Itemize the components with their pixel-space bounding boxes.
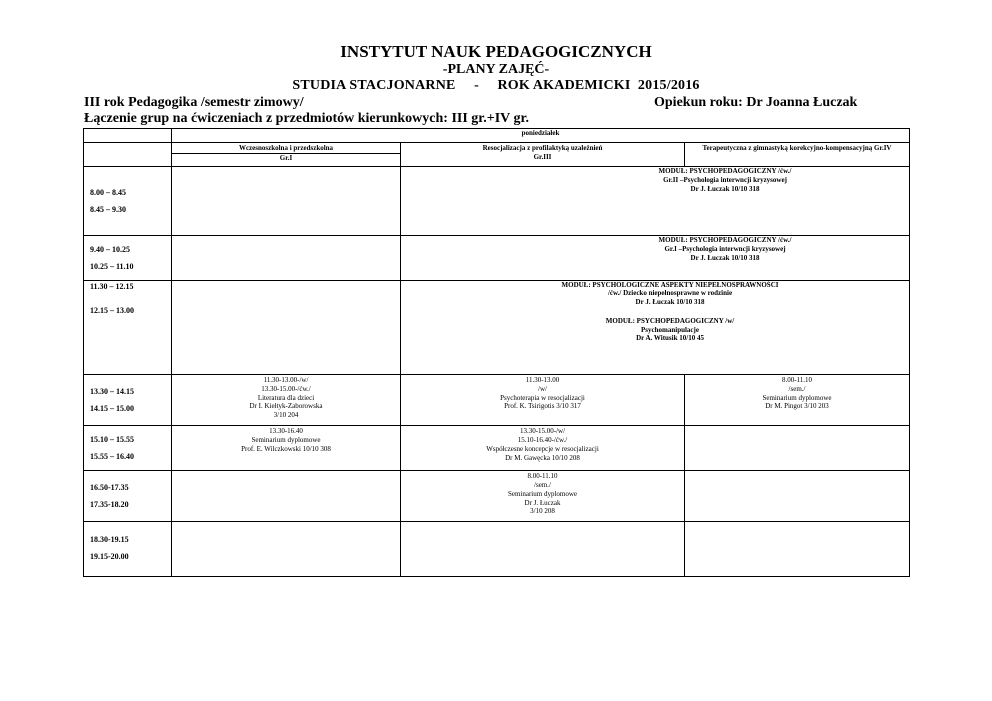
time-end: 17.35-18.20 — [90, 499, 129, 509]
cell-line: 13.30-15.00-/w/ — [519, 427, 566, 436]
cell-line: Prof. E. Wilczkowski 10/10 308 — [241, 444, 331, 453]
empty-cell — [685, 426, 910, 471]
subject-line: Gr.I –Psychologia interwncji kryzysowej — [664, 245, 786, 254]
cell-line: 8.00-11.10 — [781, 376, 813, 385]
cell-line: Dr M. Pingot 3/10 203 — [765, 402, 829, 411]
merged-class-1 — [401, 167, 910, 236]
class-cell-gr1 — [172, 426, 401, 471]
empty-cell — [685, 521, 910, 576]
subject-line: Gr.II –Psychologia interwncji kryzysowej — [663, 175, 787, 184]
cell-line: 8.00-11.10 — [527, 472, 558, 481]
empty-cell — [172, 471, 401, 521]
time-start: 15.10 – 15.55 — [90, 434, 134, 444]
cell-line: Dr J. Łuczak — [524, 498, 561, 507]
class-cell-gr1 — [172, 375, 401, 426]
empty-cell — [401, 521, 685, 576]
teacher-line: Dr J. Łuczak 10/10 318 — [690, 184, 760, 193]
time-end: 14.15 – 15.00 — [90, 403, 134, 413]
cell-line: 11.30-13.00 — [525, 376, 560, 385]
day-header: poniedziałek — [172, 129, 910, 143]
corner-cell — [84, 129, 172, 143]
group-header-3 — [401, 143, 685, 167]
time-slot-2 — [84, 236, 172, 280]
cell-line: /sem./ — [534, 481, 551, 490]
cell-line: /w/ — [538, 384, 547, 393]
time-end: 15.55 – 16.40 — [90, 451, 134, 461]
year-course: III rok Pedagogika /semestr zimowy/ — [84, 95, 304, 110]
time-start: 8.00 – 8.45 — [90, 187, 126, 197]
time-start: 11.30 – 12.15 — [90, 281, 134, 291]
teacher-line: Dr J. Łuczak 10/10 318 — [690, 253, 760, 262]
empty-cell — [685, 471, 910, 521]
time-end: 12.15 – 13.00 — [90, 305, 134, 315]
cell-line: Psychoterapia w resocjalizacji — [500, 393, 585, 402]
module-line: MODUŁ: PSYCHOLOGICZNE ASPEKTY NIEPEŁNOSPRAWNOŚCI — [561, 280, 779, 289]
empty-cell — [172, 280, 401, 374]
cell-line: Dr I. Kiełtyk-Zaborowska — [249, 402, 323, 411]
cell-line: 13.30-15.00-/ćw./ — [261, 384, 311, 393]
group-4-name: Terapeutyczna z gimnastyką korekcyjno-kompensacyjną Gr.IV — [702, 144, 892, 153]
year-tutor: Opiekun roku: Dr Joanna Łuczak — [654, 95, 858, 110]
corner-cell-2 — [84, 143, 172, 167]
time-slot-1 — [84, 167, 172, 236]
teacher-line: Dr J. Łuczak 10/10 318 — [635, 298, 705, 307]
class-cell-gr3 — [401, 471, 685, 521]
time-start: 9.40 – 10.25 — [90, 244, 130, 254]
cell-line: 11.30-13.00-/w/ — [263, 376, 309, 385]
time-slot-4 — [84, 375, 172, 426]
time-end: 10.25 – 11.10 — [90, 261, 134, 271]
module-line: MODUŁ: PSYCHOPEDAGOGICZNY /ćw./ — [658, 236, 792, 245]
subject-line-2: Psychomanipulacje — [641, 325, 699, 334]
cell-line: 3/10 204 — [273, 411, 299, 420]
cell-line: Prof. K. Tsirigotis 3/10 317 — [504, 402, 581, 411]
time-start: 18.30-19.15 — [90, 535, 129, 545]
time-slot-3 — [84, 280, 172, 374]
cell-line: 15.10-16.40-/ćw./ — [517, 436, 568, 445]
class-cell-gr3 — [401, 375, 685, 426]
group-header-4 — [685, 143, 910, 167]
cell-line: Seminarium dyplomowe — [251, 436, 321, 445]
cell-line: 13.30-16.40 — [269, 427, 303, 436]
class-cell-gr4 — [685, 375, 910, 426]
institute-title: INSTYTUT NAUK PEDAGOGICZNYCH — [340, 42, 652, 61]
time-slot-7 — [84, 521, 172, 576]
cell-line: /sem./ — [788, 384, 806, 393]
teacher-line-2: Dr A. Witusik 10/10 45 — [636, 334, 704, 343]
group-1-name: Wczesnoszkolna i przedszkolna — [238, 144, 334, 153]
time-start: 13.30 – 14.15 — [90, 386, 134, 396]
time-slot-5 — [84, 426, 172, 471]
cell-line: Literatura dla dzieci — [257, 393, 315, 402]
grouping-note: Łączenie grup na ćwiczeniach z przedmiotów kierunkowych: III gr.+IV gr. — [84, 111, 529, 126]
group-header-1 — [172, 143, 401, 167]
cell-line: Dr M. Gawęcka 10/10 208 — [505, 453, 580, 462]
time-start: 16.50-17.35 — [90, 482, 129, 492]
merged-class-3 — [401, 280, 910, 374]
studies-line: STUDIA STACJONARNE - ROK AKADEMICKI 2015/2016 — [292, 78, 700, 93]
group-3-code: Gr.III — [533, 152, 552, 161]
plans-subtitle: -PLANY ZAJĘĆ- — [442, 62, 550, 77]
subject-line: /ćw./ Dziecko niepełnosprawne w rodzinie — [607, 289, 733, 298]
module-line-2: MODUŁ: PSYCHOPEDAGOGICZNY /w/ — [605, 316, 735, 325]
time-end: 19.15-20.00 — [90, 552, 129, 562]
empty-cell — [172, 167, 401, 236]
group-3-name: Resocjalizacja z profilaktyką uzależnień — [482, 144, 603, 153]
time-slot-6 — [84, 471, 172, 521]
cell-line: 3/10 208 — [530, 507, 555, 516]
empty-cell — [172, 236, 401, 280]
cell-line: Seminarium dyplomowe — [762, 393, 832, 402]
module-line: MODUŁ: PSYCHOPEDAGOGICZNY /ćw./ — [658, 167, 792, 176]
class-cell-gr3 — [401, 426, 685, 471]
cell-line: Współczesne koncepcje w resocjalizacji — [486, 444, 599, 453]
time-end: 8.45 – 9.30 — [90, 204, 126, 214]
cell-line: Seminarium dyplomowe — [507, 489, 578, 498]
schedule-table — [83, 128, 910, 577]
empty-cell — [172, 521, 401, 576]
group-1-code: Gr.I — [172, 153, 400, 163]
merged-class-2 — [401, 236, 910, 280]
